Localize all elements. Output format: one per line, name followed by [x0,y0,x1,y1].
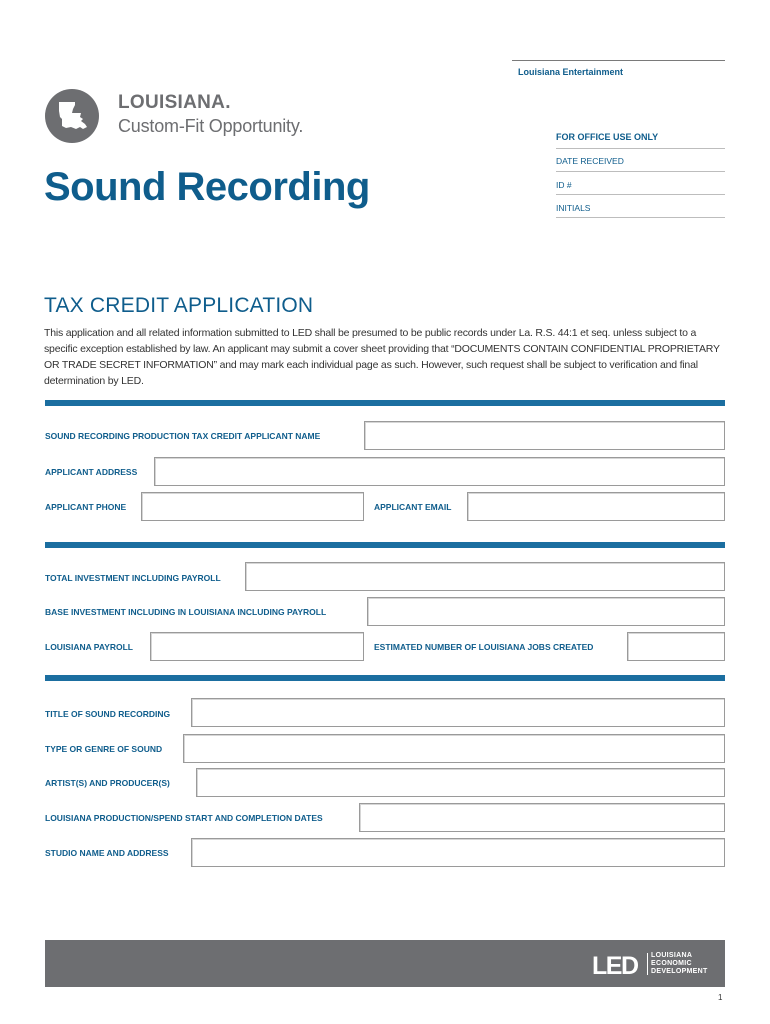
applicant-address-field[interactable] [154,457,725,486]
louisiana-payroll-label: LOUISIANA PAYROLL [45,642,133,652]
production-dates-label: LOUISIANA PRODUCTION/SPEND START AND COMPLETION DATES [45,813,323,823]
estimated-jobs-label: ESTIMATED NUMBER OF LOUISIANA JOBS CREATED [374,642,594,652]
louisiana-state-icon [56,99,90,133]
office-divider [556,194,725,195]
genre-label: TYPE OR GENRE OF SOUND [45,744,163,754]
louisiana-logo [45,89,99,143]
brand-name: LOUISIANA. [118,92,231,113]
applicant-phone-label: APPLICANT PHONE [45,502,127,512]
base-investment-field[interactable] [367,597,725,626]
recording-title-field[interactable] [191,698,725,727]
artists-producers-field[interactable] [196,768,725,797]
base-investment-label: BASE INVESTMENT INCLUDING IN LOUISIANA INCLUDING PAYROLL [45,607,327,617]
led-logo-line: DEVELOPMENT [651,968,708,975]
led-logo-line: LOUISIANA [651,952,693,959]
applicant-address-label: APPLICANT ADDRESS [45,467,138,477]
office-id: ID # [556,180,572,190]
applicant-name-label: SOUND RECORDING PRODUCTION TAX CREDIT APPLICANT NAME [45,431,321,441]
led-logo-divider [647,953,648,975]
section-bar [45,542,725,548]
intro-paragraph: This application and all related information submitted to LED shall be presumed to be public records under La. R.S. 44:1 et seq. unless subject to a specific exception established by law. An applicant may submit a cover sheet providing that “DOCUMENTS CONTAIN CONFIDENTIAL PROPRIETARY OR TRADE SECRET INFORMATION” and may mark each individual page as such. However, such request shall be subject to verification and final determination by LED. [44,327,720,387]
office-use-heading: FOR OFFICE USE ONLY [556,132,659,142]
brand-tagline: Custom-Fit Opportunity. [118,116,304,136]
section-bar [45,675,725,681]
section-bar [45,400,725,406]
department-label: Louisiana Entertainment [518,67,624,77]
office-initials: INITIALS [556,203,591,213]
artists-producers-label: ARTIST(S) AND PRODUCER(S) [45,778,170,788]
estimated-jobs-field[interactable] [627,632,725,661]
production-dates-field[interactable] [359,803,725,832]
recording-title-label: TITLE OF SOUND RECORDING [45,709,171,719]
genre-field[interactable] [183,734,725,763]
total-investment-label: TOTAL INVESTMENT INCLUDING PAYROLL [45,573,221,583]
office-divider [556,148,725,149]
applicant-phone-field[interactable] [141,492,364,521]
page-number: 1 [718,993,723,1002]
applicant-email-field[interactable] [467,492,725,521]
led-logo-line: ECONOMIC [651,960,692,967]
office-date-received: DATE RECEIVED [556,156,624,166]
studio-field[interactable] [191,838,725,867]
section-heading: TAX CREDIT APPLICATION [44,294,314,317]
office-divider [556,217,725,218]
led-logo-text [651,952,708,976]
applicant-email-label: APPLICANT EMAIL [374,502,452,512]
led-logo: LED [592,952,638,980]
header-rule [512,60,725,61]
studio-label: STUDIO NAME AND ADDRESS [45,848,169,858]
total-investment-field[interactable] [245,562,725,591]
louisiana-payroll-field[interactable] [150,632,364,661]
applicant-name-field[interactable] [364,421,725,450]
page-title: Sound Recording [44,165,370,209]
office-divider [556,171,725,172]
